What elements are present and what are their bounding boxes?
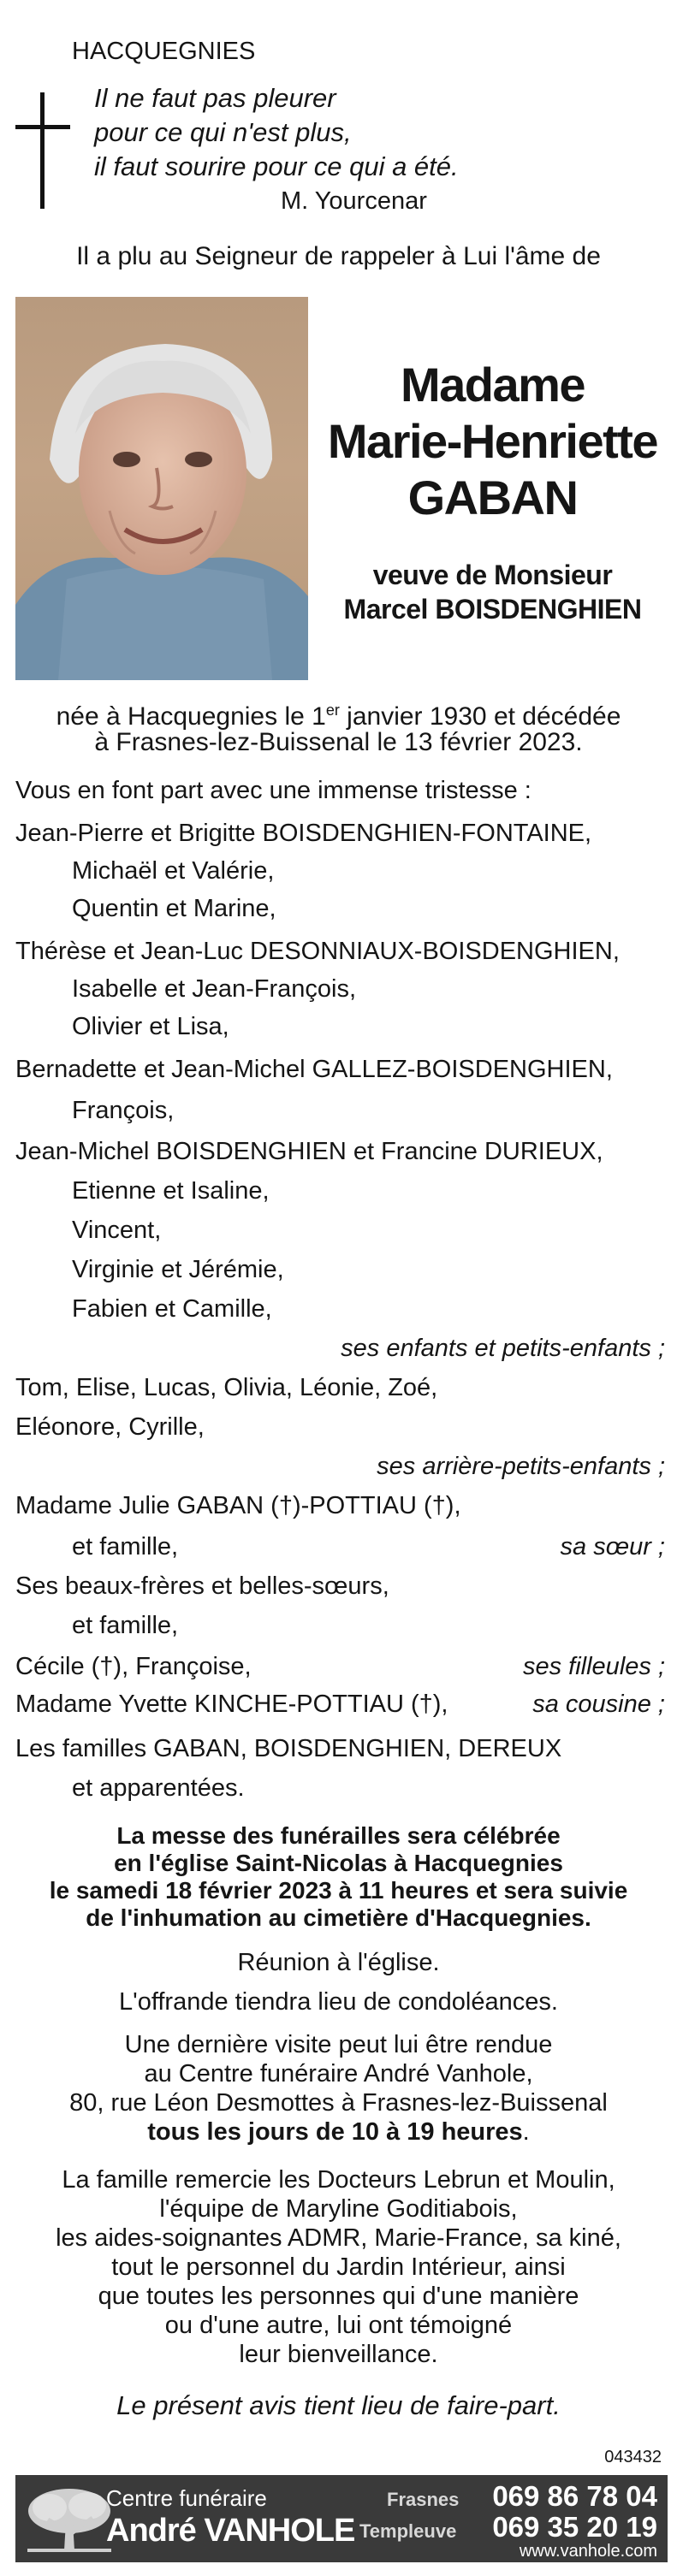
visit-line: au Centre funéraire André Vanhole, <box>144 2060 533 2087</box>
relation-label: ses enfants et petits-enfants ; <box>341 1335 665 1362</box>
relation-label: sa sœur ; <box>560 1533 665 1560</box>
deceased-first-name: Marie-Henriette <box>327 414 658 468</box>
tree-logo-icon <box>22 2484 116 2555</box>
family-line: Les familles GABAN, BOISDENGHIEN, DEREUX <box>15 1735 562 1762</box>
family-line: Fabien et Camille, <box>72 1295 272 1323</box>
family-intro: Vous en font part avec une immense tristesse : <box>15 777 532 804</box>
website-link[interactable]: www.vanhole.com <box>519 2542 657 2561</box>
reference-code: 043432 <box>604 2448 662 2466</box>
thanks-line: l'équipe de Maryline Goditiabois, <box>159 2195 518 2223</box>
offering-text: L'offrande tiendra lieu de condoléances. <box>119 1988 558 2016</box>
family-line: Olivier et Lisa, <box>72 1013 229 1040</box>
visit-hours <box>0 2117 677 2147</box>
notice-text: Le présent avis tient lieu de faire-part. <box>116 2390 561 2420</box>
mass-line: de l'inhumation au cimetière d'Hacquegnies. <box>86 1904 591 1931</box>
family-line: Quentin et Marine, <box>72 895 276 922</box>
family-line: Vincent, <box>72 1217 162 1244</box>
family-line: Michaël et Valérie, <box>72 857 275 885</box>
family-line: Jean-Pierre et Brigitte BOISDENGHIEN-FONTAINE, <box>15 820 592 847</box>
family-line: et famille, <box>72 1533 179 1560</box>
family-line: et apparentées. <box>72 1774 245 1802</box>
thanks-line: La famille remercie les Docteurs Lebrun et Moulin, <box>62 2166 615 2194</box>
family-line: Jean-Michel BOISDENGHIEN et Francine DURIEUX, <box>15 1138 603 1165</box>
family-line: Ses beaux-frères et belles-sœurs, <box>15 1572 389 1600</box>
family-line: Tom, Elise, Lucas, Olivia, Léonie, Zoé, <box>15 1374 438 1401</box>
relation-label: ses filleules ; <box>522 1653 665 1680</box>
deceased-last-name: GABAN <box>407 471 578 524</box>
mass-line: La messe des funérailles sera célébrée <box>116 1822 561 1849</box>
portrait-illustration <box>15 297 308 680</box>
visit-line: Une dernière visite peut lui être rendue <box>124 2031 553 2058</box>
birth-line-text: née à Hacquegnies le 1 <box>56 702 326 731</box>
company-line-1: Centre funéraire <box>106 2485 267 2511</box>
quote-line-1: Il ne faut pas pleurer <box>94 83 336 113</box>
family-line: Cécile (†), Françoise, <box>15 1653 252 1680</box>
visit-hours-text: tous les jours de 10 à 19 heures <box>147 2118 523 2146</box>
company-line-2: André VANHOLE <box>106 2513 355 2549</box>
thanks-line: que toutes les personnes qui d'une manière <box>98 2283 579 2310</box>
cross-icon-bar <box>15 125 70 129</box>
mass-line: en l'église Saint-Nicolas à Hacquegnies <box>114 1850 563 1876</box>
phone-label-templeuve: Templeuve <box>359 2520 457 2542</box>
family-line: Thérèse et Jean-Luc DESONNIAUX-BOISDENGHIEN, <box>15 938 620 965</box>
meeting-text: Réunion à l'église. <box>237 1949 440 1976</box>
town-name: HACQUEGNIES <box>72 38 256 65</box>
family-line: Bernadette et Jean-Michel GALLEZ-BOISDENGHIEN, <box>15 1056 613 1083</box>
relation-label: sa cousine ; <box>532 1691 665 1718</box>
family-line: Eléonore, Cyrille, <box>15 1413 205 1441</box>
thanks-line: les aides-soignantes ADMR, Marie-France, sa kiné, <box>56 2224 621 2252</box>
thanks-line: leur bienveillance. <box>239 2341 438 2368</box>
quote-line-2: pour ce qui n'est plus, <box>94 117 352 147</box>
family-line: Virginie et Jérémie, <box>72 1256 284 1283</box>
quote-line-3: il faut sourire pour ce qui a été. <box>94 151 459 181</box>
phone-label-frasnes: Frasnes <box>387 2489 460 2510</box>
birth-line-text-end: janvier 1930 et décédée <box>339 702 621 731</box>
family-line: Madame Yvette KINCHE-POTTIAU (†), <box>15 1691 448 1718</box>
thanks-line: ou d'une autre, lui ont témoigné <box>164 2312 513 2339</box>
cross-icon <box>40 92 45 209</box>
visit-hours-end: . <box>522 2118 530 2146</box>
phone-frasnes: 069 86 78 04 <box>492 2480 657 2512</box>
portrait-photo <box>15 297 308 680</box>
family-line: Madame Julie GABAN (†)-POTTIAU (†), <box>15 1492 461 1519</box>
family-line: et famille, <box>72 1612 179 1639</box>
family-line: Isabelle et Jean-François, <box>72 975 357 1003</box>
intro-text: Il a plu au Seigneur de rappeler à Lui l'âme de <box>76 242 601 270</box>
visit-line: 80, rue Léon Desmottes à Frasnes-lez-Buissenal <box>69 2089 608 2117</box>
widow-line-1: veuve de Monsieur <box>372 560 613 590</box>
family-line: Etienne et Isaline, <box>72 1177 270 1205</box>
widow-line-2: Marcel BOISDENGHIEN <box>343 594 642 625</box>
quote-author: M. Yourcenar <box>281 187 427 215</box>
birth-line-sup: er <box>325 702 340 719</box>
mass-line: le samedi 18 février 2023 à 11 heures et sera suivie <box>49 1877 628 1904</box>
funeral-home-banner <box>15 2475 668 2562</box>
phone-templeuve: 069 35 20 19 <box>492 2511 657 2543</box>
relation-label: ses arrière-petits-enfants ; <box>377 1453 665 1480</box>
thanks-line: tout le personnel du Jardin Intérieur, ainsi <box>111 2253 566 2281</box>
deceased-title: Madame <box>400 358 585 412</box>
family-line: François, <box>72 1097 175 1124</box>
death-line: à Frasnes-lez-Buissenal le 13 février 2023. <box>94 728 583 756</box>
